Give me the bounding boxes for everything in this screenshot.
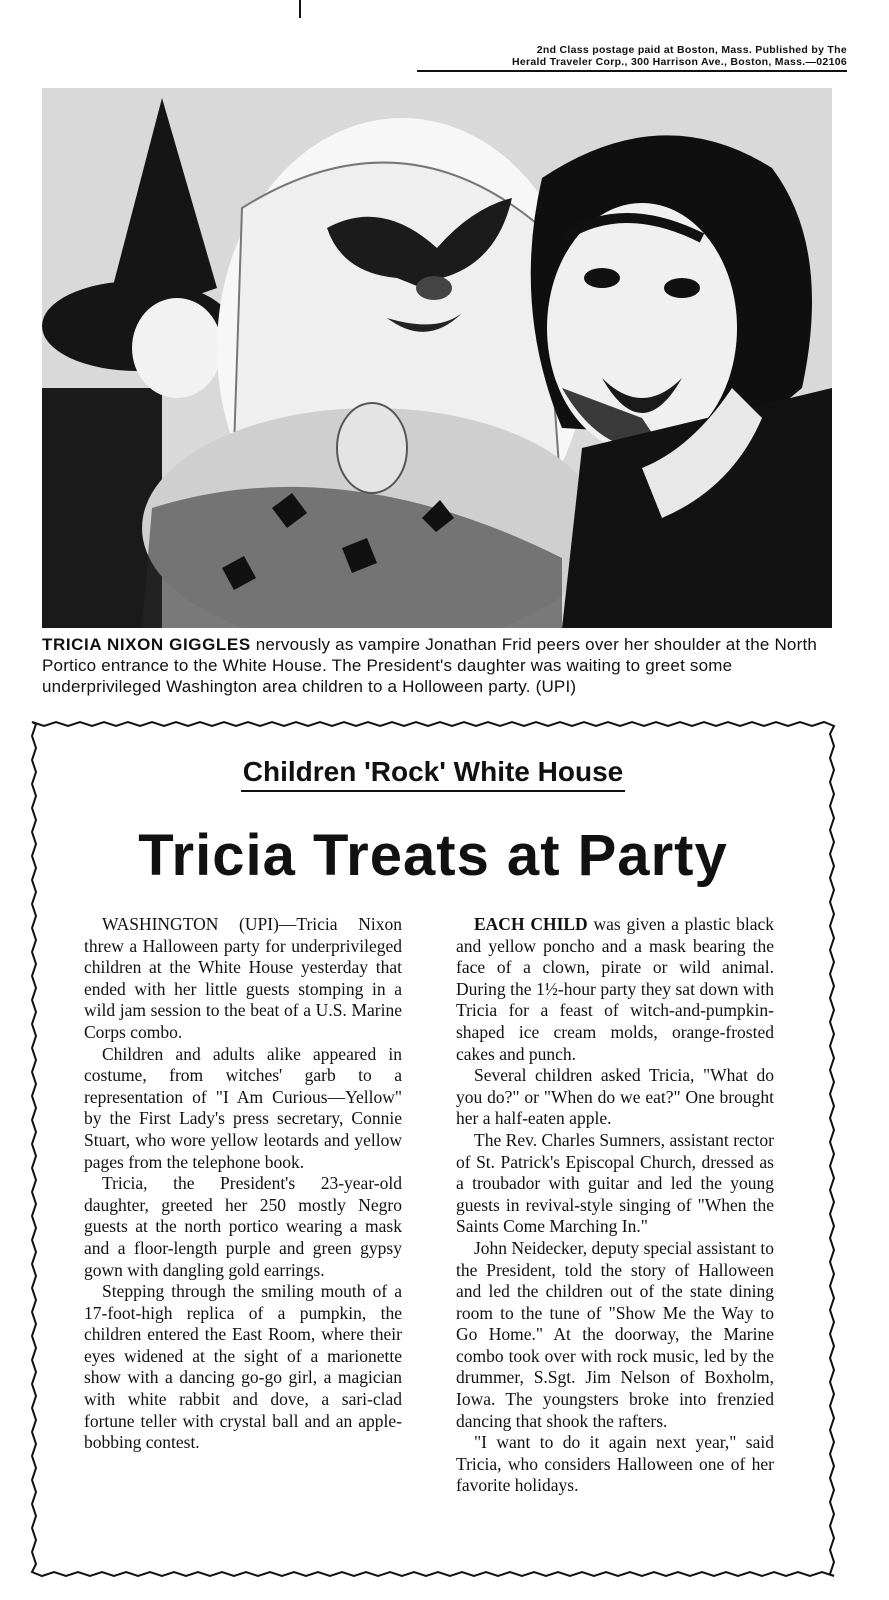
paragraph: John Neidecker, deputy special assistant to the President, told the story of Halloween and led the children out of the state dining room to the tune of "Show Me the Way to Go Home." At the doorway, the Marine combo took over with rock music, led by the drummer, S.Sgt. Jim Nelson of Boxholm, Iowa. The youngsters broke into frenzied dancing that shook the rafters. <box>456 1237 774 1431</box>
paragraph: Children and adults alike appeared in costume, from witches' garb to a representation of "I Am Curious—Yellow" by the First Lady's press secretary, Connie Stuart, who wore yellow leotards and yellow pages from the telephone book. <box>84 1043 402 1172</box>
kicker-text: Children 'Rock' White House <box>241 756 625 792</box>
main-headline: Tricia Treats at Party <box>138 823 728 888</box>
crop-mark <box>299 0 301 18</box>
paragraph: Tricia, the President's 23-year-old daughter, greeted her 250 mostly Negro guests at the north portico wearing a mask and a floor-length purple and green gypsy gown with dangling gold earrings. <box>84 1173 402 1280</box>
paragraph <box>456 914 774 1065</box>
postage-notice-line-2: Herald Traveler Corp., 300 Harrison Ave., Boston, Mass.—02106 <box>512 56 847 68</box>
photo-caption <box>42 634 832 697</box>
postage-notice <box>417 44 847 72</box>
photo-halloween-vampire-witch <box>42 88 832 628</box>
paragraph: WASHINGTON (UPI)—Tricia Nixon threw a Halloween party for underprivileged children at the White House yesterday that ended with her little guests stomping in a wild jam session to the beat of a U.S. Marine Corps combo. <box>84 914 402 1042</box>
story-box <box>28 718 838 1580</box>
paragraph: Several children asked Tricia, "What do you do?" or "When do we eat?" One brought her a half-eaten apple. <box>456 1065 774 1129</box>
paragraph: "I want to do it again next year," said Tricia, who considers Halloween one of her favorite holidays. <box>456 1432 774 1496</box>
paragraph-text: was given a plastic black and yellow poncho and a mask bearing the face of a clown, pirate or wild animal. During the 1½-hour party they sat down with Tricia for a feast of witch-and-pumpkin-shaped ice cream molds, orange-frosted cakes and punch. <box>456 914 774 1064</box>
postage-notice-line-1: 2nd Class postage paid at Boston, Mass. Published by The <box>536 44 847 56</box>
subhead-lead: EACH CHILD <box>474 914 588 934</box>
paragraph: The Rev. Charles Sumners, assistant rector of St. Patrick's Episcopal Church, dressed as a troubador with guitar and led the young guests in revival-style singing of "When the Saints Come Marching In." <box>456 1129 774 1237</box>
news-photo <box>42 88 832 628</box>
article-column-right <box>456 914 774 1497</box>
paragraph: Stepping through the smiling mouth of a 17-foot-high replica of a pumpkin, the children entered the East Room, where their eyes widened at the sight of a marionette show with a dancing go-go girl, a magician with white rabbit and dove, a sari-clad fortune teller with crystal ball and an apple-bobbing contest. <box>84 1281 402 1453</box>
caption-lead: TRICIA NIXON GIGGLES <box>42 635 251 654</box>
caption-text: nervously as vampire Jonathan Frid peers over her shoulder at the North Portico entrance to the White House. The President's daughter was waiting to greet some underprivileged Washington area children to a Holloween party. (UPI) <box>42 635 818 696</box>
article-column-left <box>84 914 402 1454</box>
kicker-headline <box>28 756 838 792</box>
